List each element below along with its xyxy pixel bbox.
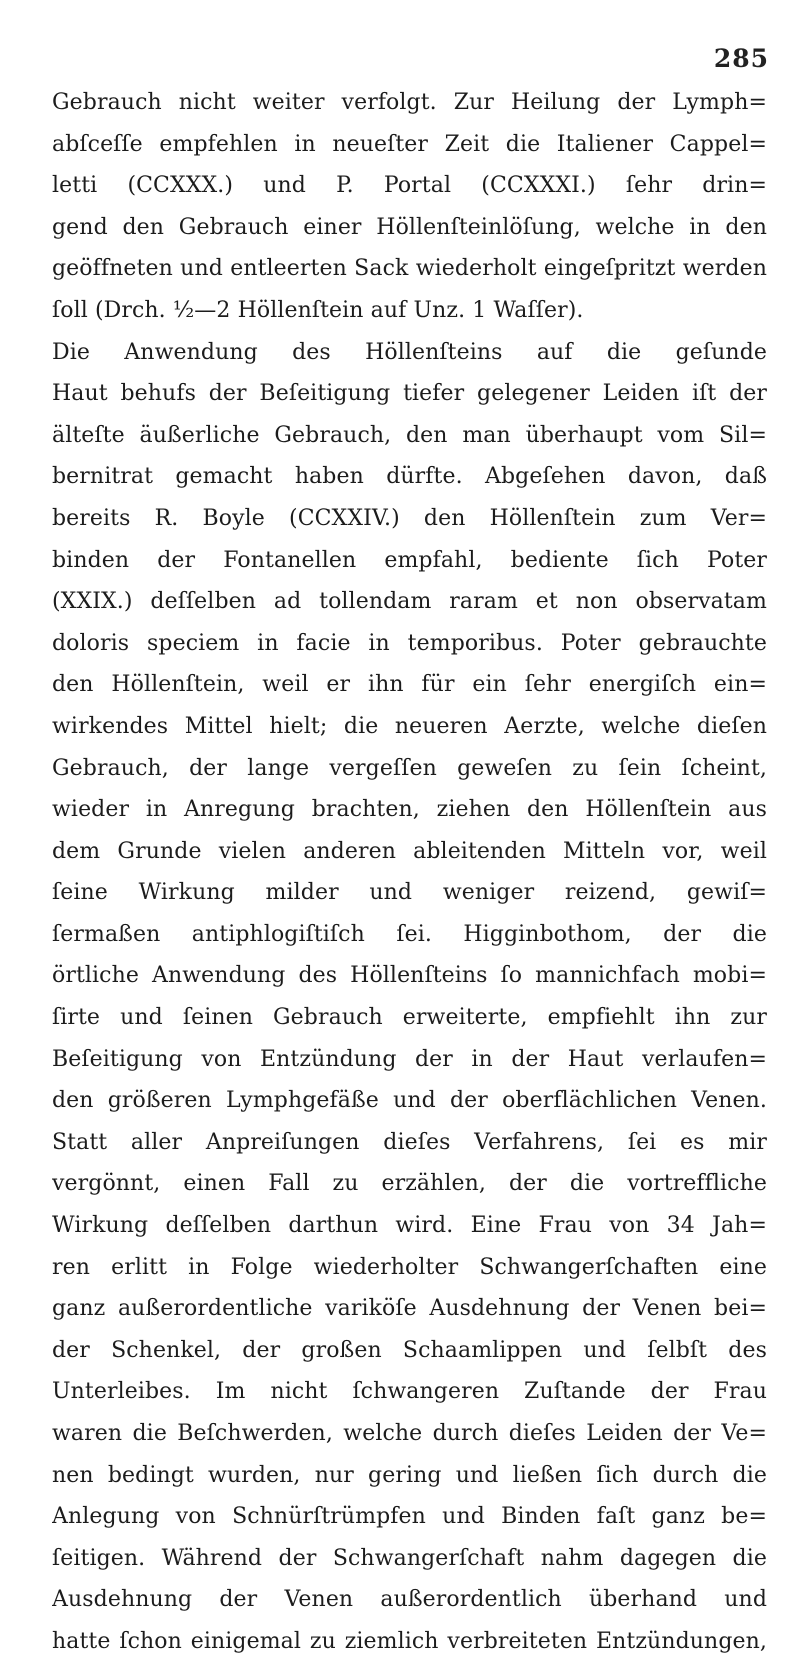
text-line: nen bedingt wurden, nur gering und ließen ſich durch die (52, 1462, 767, 1488)
text-line: älteſte äußerliche Gebrauch, den man überhaupt vom Sil= (52, 422, 767, 448)
text-line: Beſeitigung von Entzündung der in der Haut verlaufen= (52, 1046, 767, 1072)
text-line: der Schenkel, der großen Schaamlippen und ſelbſt des (52, 1337, 767, 1363)
text-line: letti (CCXXX.) und P. Portal (CCXXXI.) ſehr drin= (52, 173, 767, 199)
text-line: Anlegung von Schnürſtrümpfen und Binden faſt ganz be= (52, 1504, 767, 1530)
text-line: Gebrauch nicht weiter verfolgt. Zur Heilung der Lymph= (52, 90, 767, 115)
text-line: ganz außerordentliche variköſe Ausdehnung der Venen bei= (52, 1296, 767, 1322)
text-line: den größeren Lymphgefäße und der oberflächlichen Venen. (52, 1088, 767, 1114)
text-line: geöffneten und entleerten Sack wiederholt eingeſpritzt werden (52, 256, 767, 282)
text-line: Haut behufs der Beſeitigung tiefer gelegener Leiden iſt der (52, 381, 767, 407)
text-line: abſceſſe empfehlen in neueſter Zeit die Italiener Cappel= (52, 131, 767, 157)
text-line: gend den Gebrauch einer Höllenſteinlöſung, welche in den (52, 214, 767, 240)
text-line: hatte ſchon einigemal zu ziemlich verbreiteten Entzündungen, (52, 1628, 767, 1654)
text-line: ſeine Wirkung milder und weniger reizend, gewiſ= (52, 880, 767, 906)
text-line: Die Anwendung des Höllenſteins auf die geſunde (52, 339, 767, 365)
text-line: ſoll (Drch. ½—2 Höllenſtein auf Unz. 1 Waſſer). (52, 297, 584, 323)
text-line: dem Grunde vielen anderen ableitenden Mitteln vor, weil (52, 838, 767, 864)
text-line: Wirkung deſſelben darthun wird. Eine Frau von 34 Jah= (52, 1213, 767, 1239)
text-line: Ausdehnung der Venen außerordentlich überhand und (52, 1587, 767, 1613)
text-line: ſeitigen. Während der Schwangerſchaft nahm dagegen die (52, 1545, 767, 1571)
text-line: doloris speciem in facie in temporibus. Poter gebrauchte (52, 630, 767, 656)
text-line: waren die Beſchwerden, welche durch dieſes Leiden der Ve= (52, 1421, 767, 1446)
text-line: wieder in Anregung brachten, ziehen den Höllenſtein aus (52, 797, 767, 823)
text-line: (XXIX.) deſſelben ad tollendam raram et non observatam (52, 589, 767, 615)
text-line: ſermaßen antiphlogiſtiſch ſei. Higginbothom, der die (52, 921, 767, 947)
text-line: bereits R. Boyle (CCXXIV.) den Höllenſtein zum Ver= (52, 505, 767, 531)
text-line: binden der Fontanellen empfahl, bediente ſich Poter (52, 547, 767, 573)
page-number: 285 (713, 44, 769, 73)
text-line: bernitrat gemacht haben dürfte. Abgeſehen davon, daß (52, 464, 767, 490)
text-line: örtliche Anwendung des Höllenſteins ſo mannichfach mobi= (52, 963, 767, 989)
text-line: Statt aller Anpreiſungen dieſes Verfahrens, ſei es mir (52, 1129, 767, 1155)
text-line: ren erlitt in Folge wiederholter Schwangerſchaften eine (52, 1254, 767, 1280)
body-text (52, 82, 767, 1663)
text-line: Unterleibes. Im nicht ſchwangeren Zuſtande der Frau (52, 1379, 767, 1405)
text-line: Gebrauch, der lange vergeſſen geweſen zu ſein ſcheint, (52, 755, 767, 781)
text-line: ſirte und ſeinen Gebrauch erweiterte, empfiehlt ihn zur (52, 1005, 767, 1031)
text-line: vergönnt, einen Fall zu erzählen, der die vortreffliche (52, 1171, 767, 1197)
text-line: wirkendes Mittel hielt; die neueren Aerzte, welche dieſen (52, 713, 767, 739)
text-line: den Höllenſtein, weil er ihn für ein ſehr energiſch ein= (52, 672, 767, 698)
